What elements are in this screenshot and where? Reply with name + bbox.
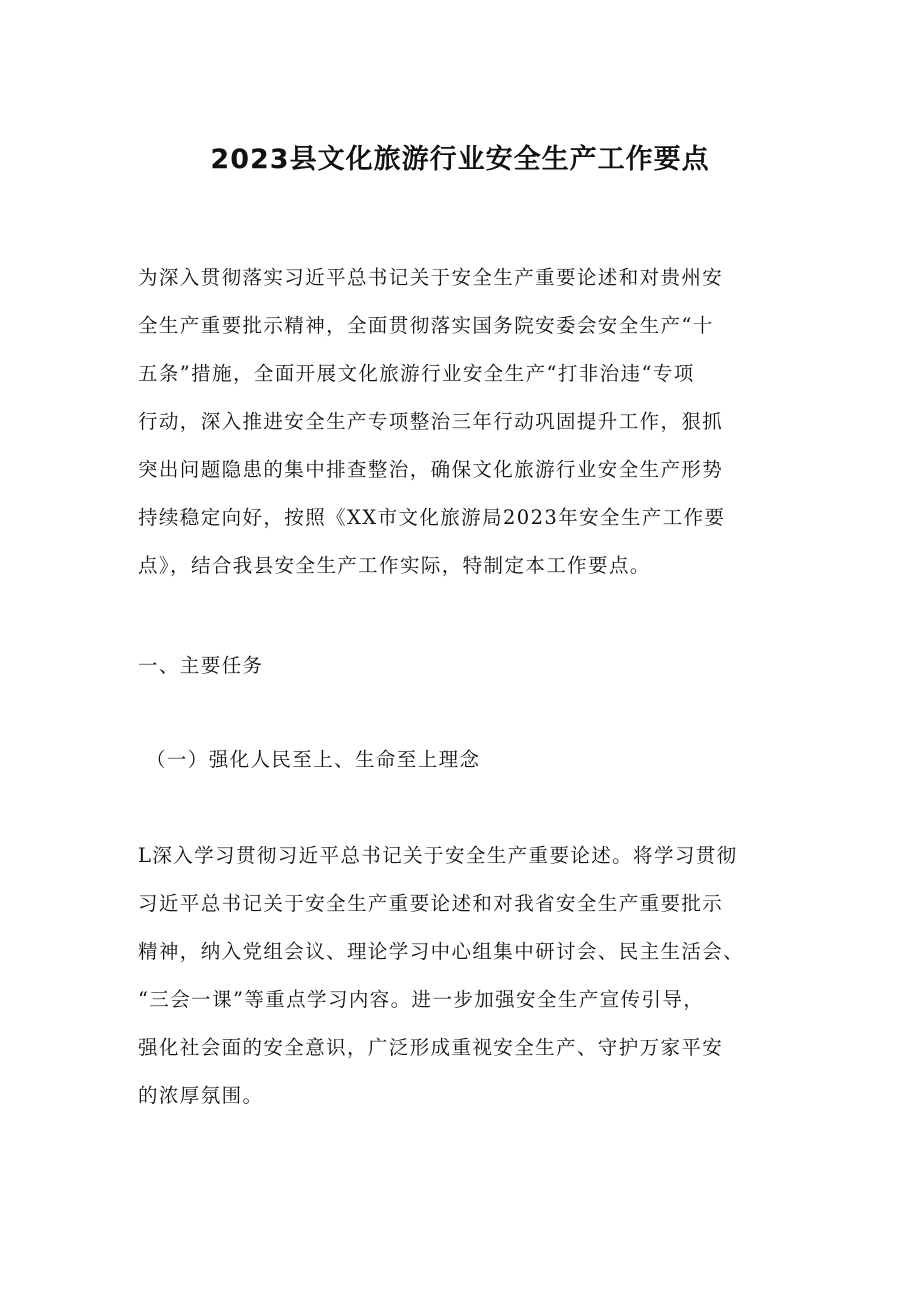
item-1-line: 的浓厚氛围。 xyxy=(138,1084,264,1107)
section-heading xyxy=(138,642,263,690)
subsection-heading xyxy=(146,736,480,784)
intro-paragraph xyxy=(138,254,725,590)
intro-line: 持续稳定向好，按照《XX市文化旅游局2023年安全生产工作要 xyxy=(138,506,726,529)
intro-line: 点》，结合我县安全生产工作实际，特制定本工作要点。 xyxy=(138,554,651,577)
item-1-line: “三会一课”等重点学习内容。进一步加强安全生产宣传引导， xyxy=(138,988,705,1011)
intro-line: 行动，深入推进安全生产专项整治三年行动巩固提升工作，狠抓 xyxy=(138,410,724,433)
subsection-heading-text: （一）强化人民至上、生命至上理念 xyxy=(146,748,481,771)
intro-line: 五条”措施，全面开展文化旅游行业安全生产“打非治违“专项 xyxy=(138,362,695,385)
item-1-paragraph xyxy=(138,832,744,1120)
item-1-line: 精神，纳入党组会议、理论学习中心组集中研讨会、民主生活会、 xyxy=(138,940,745,963)
section-heading-text: 一、主要任务 xyxy=(138,654,264,677)
item-1-line: L深入学习贯彻习近平总书记关于安全生产重要论述。将学习贯彻 xyxy=(138,844,738,867)
item-1-line: 习近平总书记关于安全生产重要论述和对我省安全生产重要批示 xyxy=(138,892,724,915)
intro-line: 为深入贯彻落实习近平总书记关于安全生产重要论述和对贵州安 xyxy=(138,266,724,289)
intro-line: 突出问题隐患的集中排查整治，确保文化旅游行业安全生产形势 xyxy=(138,458,724,481)
document-title: 2023县文化旅游行业安全生产工作要点 xyxy=(210,144,710,175)
item-1-line: 强化社会面的安全意识，广泛形成重视安全生产、守护万家平安 xyxy=(138,1036,724,1059)
intro-line: 全生产重要批示精神，全面贯彻落实国务院安委会安全生产“十 xyxy=(138,314,714,337)
